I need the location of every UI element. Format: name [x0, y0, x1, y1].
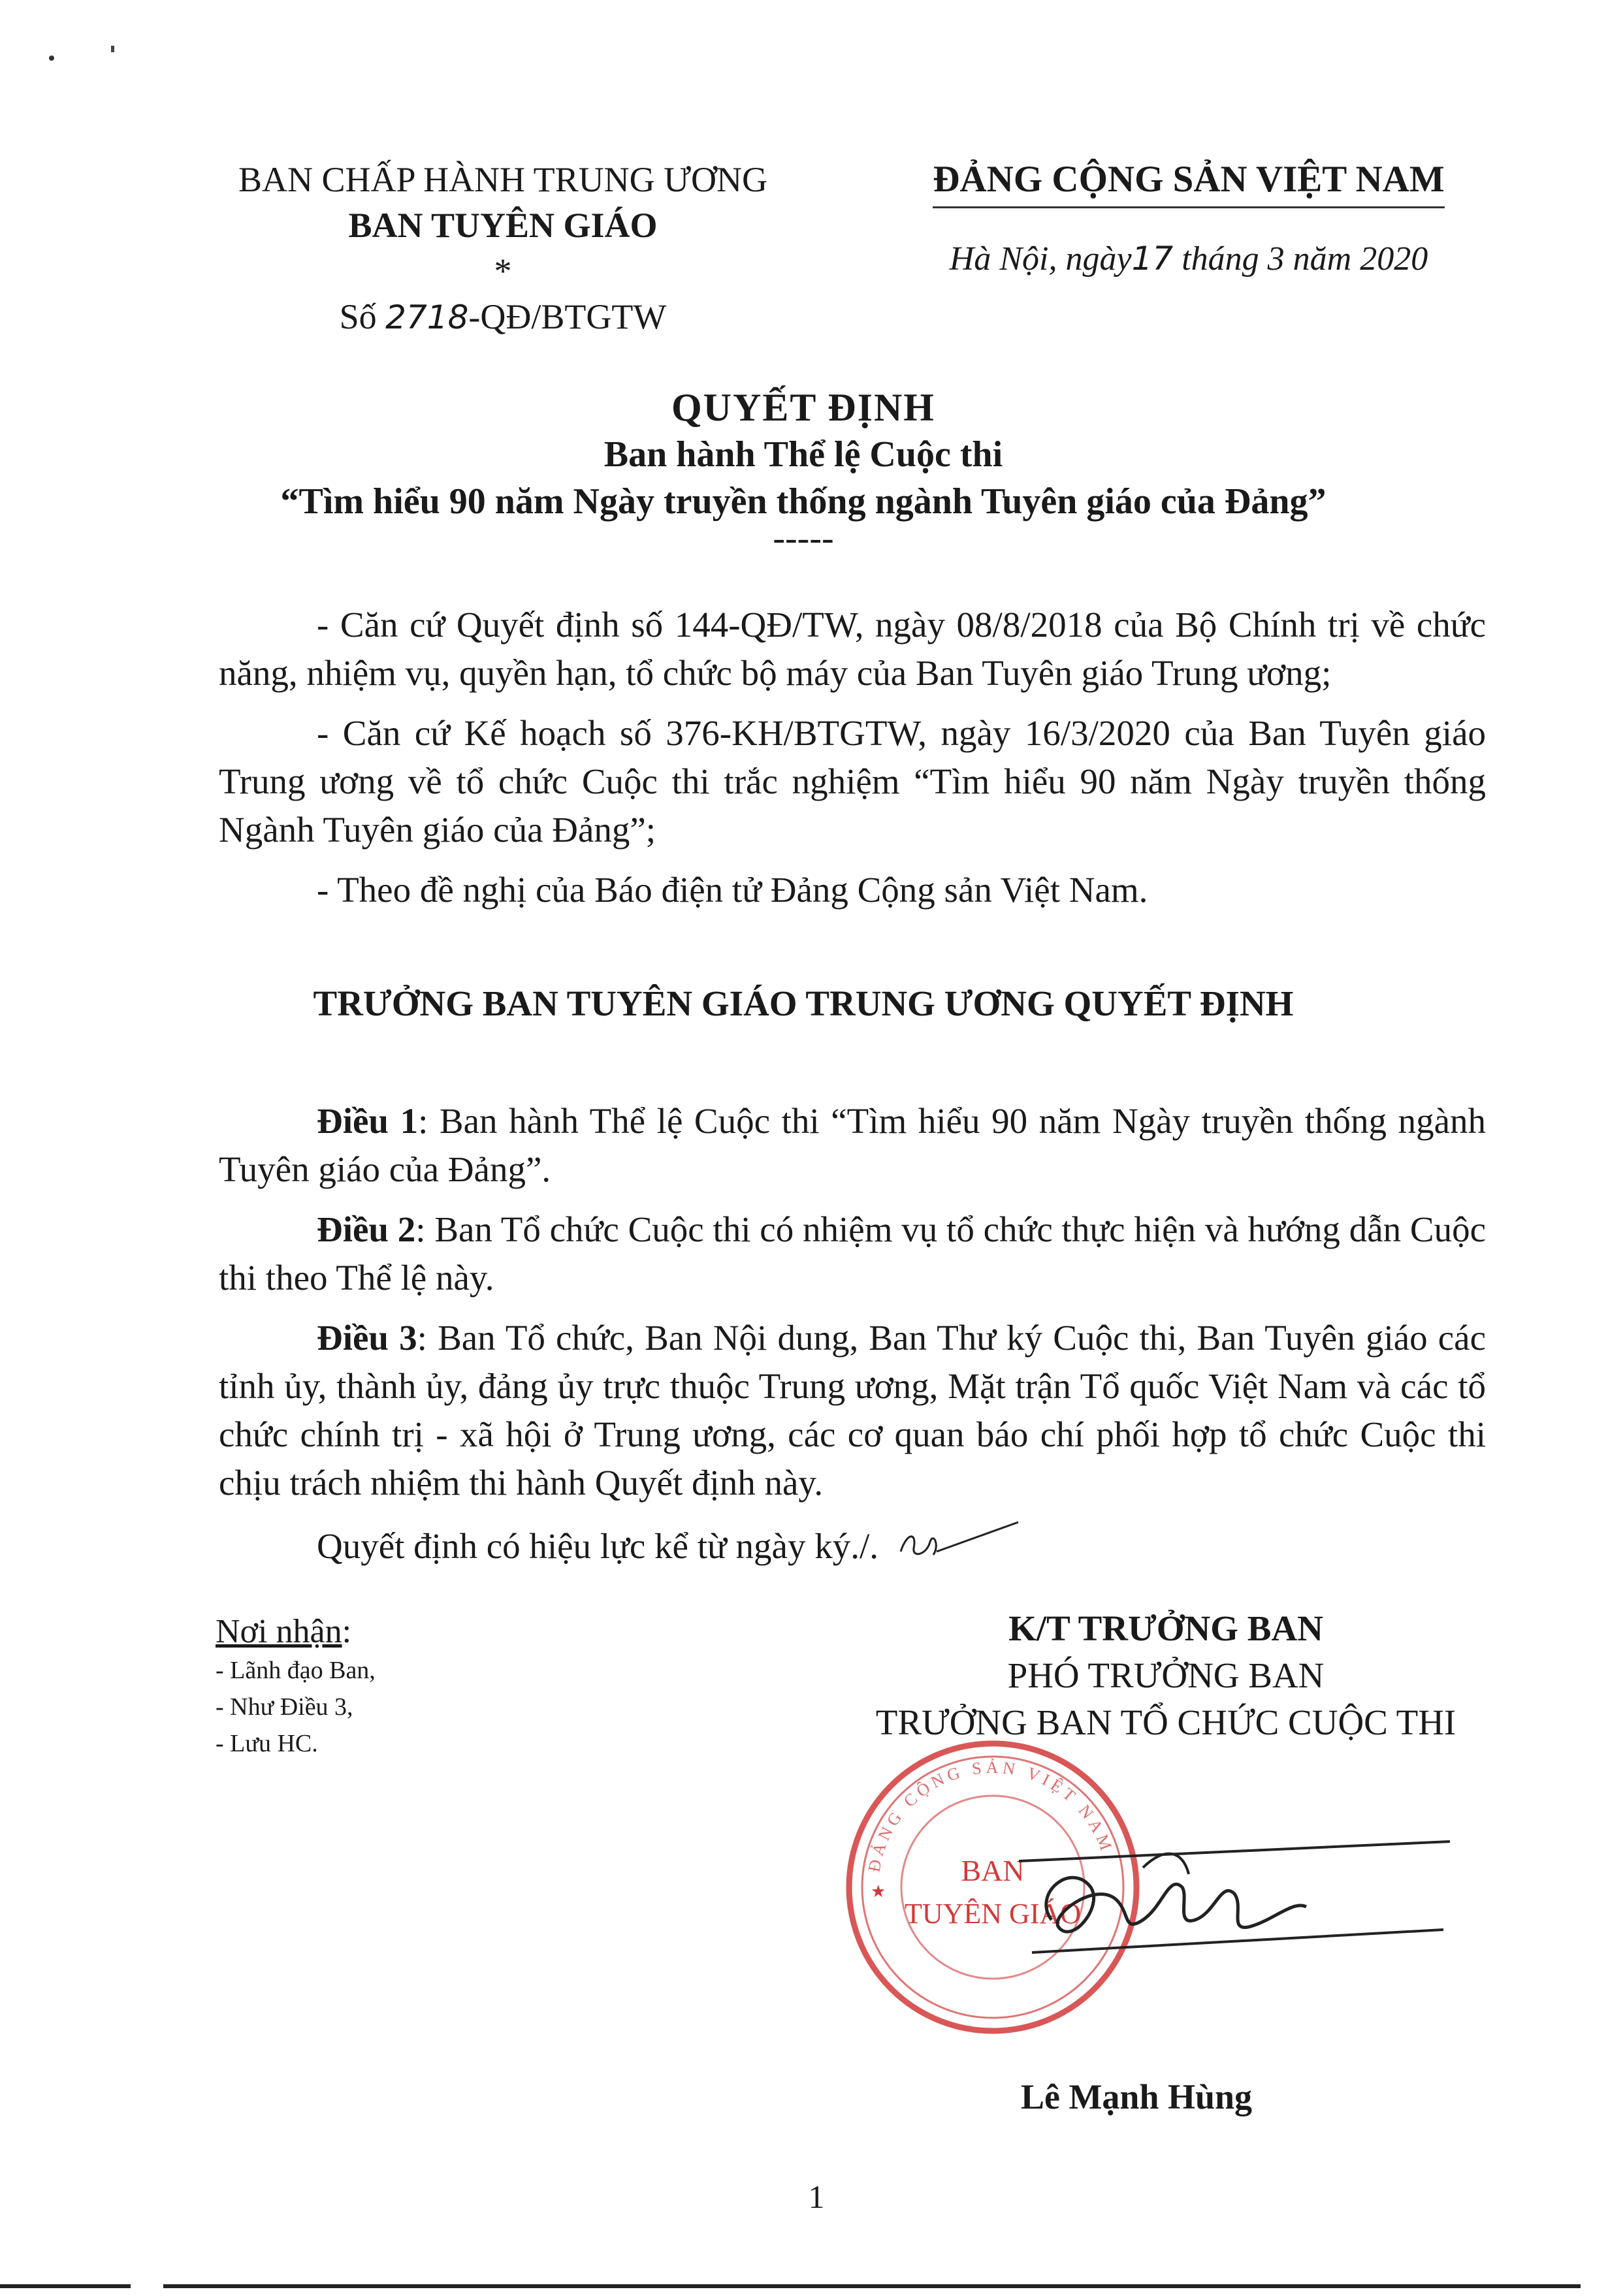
- article-3: Điều 3: Ban Tổ chức, Ban Nội dung, Ban Thư ký Cuộc thi, Ban Tuyên giáo các tỉnh ủy, thành ủy, đảng ủy trực thuộc Trung ương, Mặt trận Tổ quốc Việt Nam và các tổ chức chính trị - xã hội ở Trung ương, các cơ quan báo chí phối hợp tổ chức Cuộc thi chịu trách nhiệm thi hành Quyết định này.: [219, 1318, 1487, 1503]
- preamble-item: - Theo đề nghị của Báo điện tử Đảng Cộng sản Việt Nam.: [317, 870, 1148, 910]
- initial-mark: [888, 1519, 1025, 1565]
- preamble: [219, 601, 1486, 926]
- scan-speck: [49, 56, 54, 61]
- handwritten-number: 2718: [385, 298, 469, 336]
- article-1: Điều 1: Ban hành Thể lệ Cuộc thi “Tìm hiểu 90 năm Ngày truyền thống ngành Tuyên giáo của Đảng”.: [219, 1101, 1486, 1189]
- recipients: Nơi nhận: - Lãnh đạo Ban, - Như Điều 3, - Lưu HC.: [216, 1612, 376, 1762]
- org-line-1: BAN CHẤP HÀNH TRUNG ƯƠNG: [238, 160, 767, 199]
- recipient-item: - Lưu HC.: [216, 1730, 318, 1757]
- article-label: Điều 3: [317, 1318, 417, 1358]
- articles: [219, 1097, 1486, 1582]
- article-2: Điều 2: Ban Tổ chức Cuộc thi có nhiệm vụ tổ chức thực hiện và hướng dẫn Cuộc thi theo Thể lệ này.: [219, 1209, 1487, 1298]
- handwritten-signature: [993, 1822, 1463, 1966]
- recipient-item: - Lãnh đạo Ban,: [216, 1657, 376, 1684]
- scan-edge-line: [163, 2284, 1581, 2288]
- seal-text-1: BAN: [961, 1854, 1025, 1887]
- scan-speck: [111, 46, 114, 52]
- recipient-item: - Như Điều 3,: [216, 1693, 353, 1721]
- scan-edge-line: [0, 2284, 131, 2288]
- seal-text-2: TUYÊN GIÁO: [904, 1898, 1082, 1930]
- party-name: ĐẢNG CỘNG SẢN VIỆT NAM: [933, 157, 1444, 208]
- title-divider: -----: [773, 518, 834, 558]
- signature-line-2: PHÓ TRƯỞNG BAN: [1007, 1655, 1325, 1695]
- preamble-item: - Căn cứ Kế hoạch số 376-KH/BTGTW, ngày 16/3/2020 của Ban Tuyên giáo Trung ương về tổ chức Cuộc thi trắc nghiệm “Tìm hiểu 90 năm Ngày truyền thống Ngành Tuyên giáo của Đảng”;: [219, 713, 1486, 850]
- decision-heading: TRƯỞNG BAN TUYÊN GIÁO TRUNG ƯƠNG QUYẾT ĐỊNH: [313, 983, 1294, 1023]
- page-number: 1: [808, 2178, 825, 2215]
- title-line-3: “Tìm hiểu 90 năm Ngày truyền thống ngành Tuyên giáo của Đảng”: [280, 481, 1327, 522]
- signature-line-1: K/T TRƯỞNG BAN: [1008, 1608, 1323, 1648]
- recipients-label: Nơi nhận: [216, 1613, 342, 1650]
- document-title: [131, 384, 1476, 558]
- signature-line-3: TRƯỞNG BAN TỔ CHỨC CUỘC THI: [875, 1702, 1456, 1742]
- title-line-2: Ban hành Thể lệ Cuộc thi: [603, 434, 1003, 475]
- effect-clause: Quyết định có hiệu lực kể từ ngày ký./.: [219, 1519, 1486, 1571]
- document-number: Số 2718-QĐ/BTGTW: [339, 297, 667, 336]
- issuing-organization: [189, 157, 816, 340]
- party-header: [888, 157, 1489, 282]
- org-star: *: [494, 251, 512, 291]
- handwritten-day: 17: [1131, 240, 1174, 278]
- issue-date: Hà Nội, ngày17 tháng 3 năm 2020: [949, 240, 1428, 278]
- title-line-1: QUYẾT ĐỊNH: [671, 386, 935, 429]
- signature-title: [843, 1605, 1489, 1746]
- signer-name: Lê Mạnh Hùng: [1020, 2077, 1253, 2116]
- preamble-item: - Căn cứ Quyết định số 144-QĐ/TW, ngày 08/8/2018 của Bộ Chính trị về chức năng, nhiệm vụ, quyền hạn, tổ chức bộ máy của Ban Tuyên giáo Trung ương;: [219, 605, 1486, 693]
- seal-star-icon: ★: [871, 1882, 886, 1902]
- org-line-2: BAN TUYÊN GIÁO: [348, 206, 658, 245]
- article-label: Điều 1: [317, 1101, 419, 1141]
- seal-ring-text: ĐẢNG CỘNG SẢN VIỆT NAM: [864, 1757, 1118, 1874]
- article-label: Điều 2: [317, 1209, 416, 1249]
